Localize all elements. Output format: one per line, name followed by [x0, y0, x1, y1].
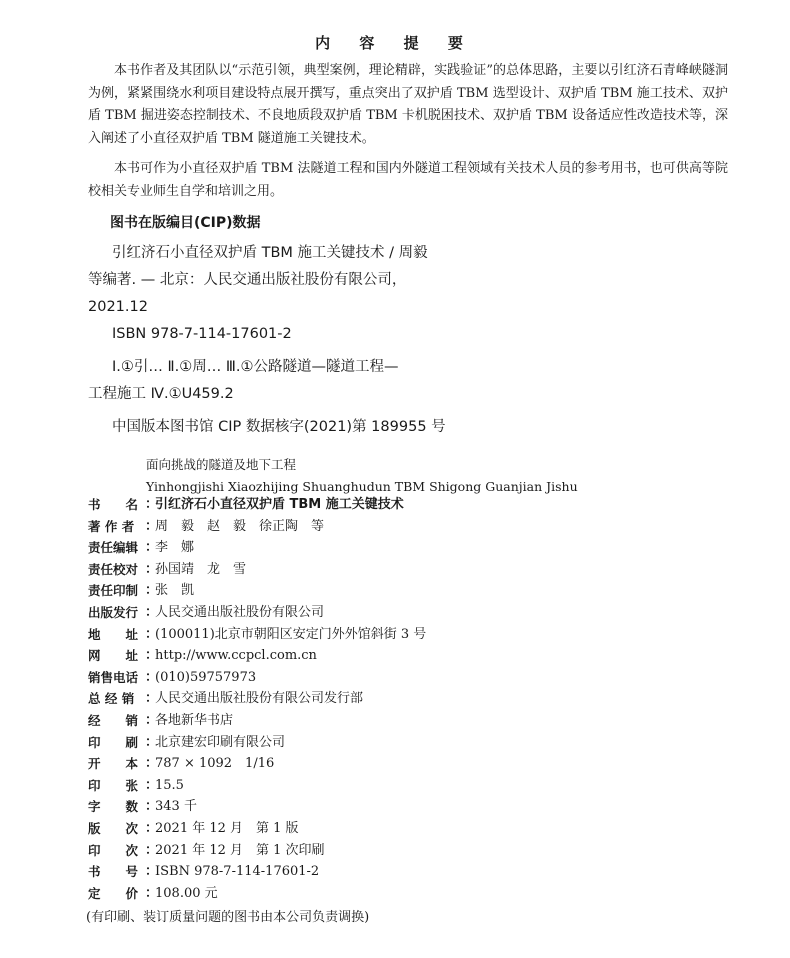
record-value: 周 毅 赵 毅 徐正陶 等 [155, 518, 325, 534]
record-value: 人民交通出版社股份有限公司 [155, 604, 325, 620]
abstract-heading: 内 容 提 要 [315, 34, 475, 52]
record-colon: ： [145, 540, 159, 556]
record-value: 787 × 1092 1/16 [155, 756, 275, 772]
record-label: 地 址 [88, 626, 139, 642]
cip-line: 引红济石小直径双护盾 TBM 施工关键技术 / 周毅 [112, 245, 428, 261]
record-colon: ： [145, 648, 159, 664]
record-colon: ： [145, 561, 159, 577]
record-row [88, 602, 728, 624]
record-label: 印 刷 [88, 734, 139, 750]
record-value: 2021 年 12 月 第 1 版 [155, 820, 299, 836]
cip-line: Ⅰ.①引… Ⅱ.①周… Ⅲ.①公路隧道—隧道工程— [112, 359, 399, 375]
series-pinyin: Yinhongjishi Xiaozhijing Shuanghudun TBM Shigong Guanjian Jishu [146, 479, 578, 494]
record-colon: ： [145, 756, 159, 772]
record-value: 各地新华书店 [155, 712, 234, 728]
record-label: 书 号 [88, 864, 139, 880]
cip-line: 中国版本图书馆 CIP 数据核字(2021)第 189955 号 [112, 419, 446, 435]
record-colon: ： [145, 669, 159, 685]
record-row [88, 645, 728, 667]
abstract-section [88, 60, 728, 211]
record-value: 人民交通出版社股份有限公司发行部 [155, 691, 364, 707]
record-colon: ： [145, 820, 159, 836]
series-block [146, 454, 578, 498]
record-label: 经 销 [88, 712, 139, 728]
record-row [88, 732, 728, 754]
quality-note: (有印刷、装订质量问题的图书由本公司负责调换) [86, 910, 370, 925]
abstract-paragraph: 本书可作为小直径双护盾 TBM 法隧道工程和国内外隧道工程领域有关技术人员的参考用书，也可供高等院校相关专业师生自学和培训之用。 [88, 161, 728, 199]
record-row [88, 537, 728, 559]
record-label: 书 名 [88, 497, 139, 512]
cip-block [88, 240, 608, 441]
record-row [88, 688, 728, 710]
record-label: 字 数 [88, 799, 139, 815]
record-label: 版 次 [88, 820, 139, 836]
abstract-paragraph: 本书作者及其团队以“示范引领，典型案例，理论精辟，实践验证”的总体思路，主要以引红济石青峰峡隧洞为例，紧紧围绕水利项目建设特点展开撰写，重点突出了双护盾 TBM 选型设计、双护盾 TBM 施工技术、双护盾 TBM 掘进姿态控制技术、不良地质段双护盾 TBM 卡机脱困技术、双护盾 TBM 设备适应性改造技术等，深入阐述了小直径双护盾 TBM 隧道施工关键技术。 [88, 63, 728, 146]
record-label: 印 次 [88, 842, 139, 858]
record-colon: ： [145, 777, 159, 793]
record-value: 343 千 [155, 799, 197, 815]
record-label: 责任印制 [88, 583, 139, 599]
record-colon: ： [145, 518, 159, 534]
series-name: 面向挑战的隧道及地下工程 [146, 457, 297, 472]
cip-line: 等编著. — 北京：人民交通出版社股份有限公司， [88, 272, 407, 288]
record-row [88, 559, 728, 581]
record-value: 15.5 [155, 777, 184, 793]
record-colon: ： [145, 691, 159, 707]
record-colon: ： [145, 842, 159, 858]
record-colon: ： [145, 497, 159, 512]
record-row [88, 840, 728, 862]
record-value: 孙国靖 龙 雪 [155, 561, 247, 577]
record-label: 著 作 者 [88, 518, 135, 534]
record-label: 总 经 销 [88, 691, 135, 707]
cip-line: 2021.12 [88, 299, 148, 315]
record-value: (100011)北京市朝阳区安定门外外馆斜街 3 号 [155, 626, 427, 642]
cip-line: ISBN 978-7-114-17601-2 [112, 326, 292, 342]
cip-title: 图书在版编目(CIP)数据 [110, 215, 261, 231]
record-row [88, 580, 728, 602]
record-value: ISBN 978-7-114-17601-2 [155, 864, 320, 880]
record-value: 引红济石小直径双护盾 TBM 施工关键技术 [155, 497, 404, 512]
record-label: 定 价 [88, 885, 139, 901]
record-value: 2021 年 12 月 第 1 次印刷 [155, 842, 325, 858]
publication-records [88, 494, 728, 904]
record-colon: ： [145, 604, 159, 620]
record-row [88, 494, 728, 516]
record-row [88, 861, 728, 883]
record-label: 开 本 [88, 756, 139, 772]
record-colon: ： [145, 864, 159, 880]
record-row [88, 667, 728, 689]
record-value: 李 娜 [155, 540, 195, 556]
record-colon: ： [145, 583, 159, 599]
record-label: 出版发行 [88, 604, 139, 620]
record-colon: ： [145, 626, 159, 642]
record-value: 张 凯 [155, 583, 195, 599]
record-row [88, 753, 728, 775]
cip-line: 工程施工 Ⅳ.①U459.2 [88, 386, 234, 402]
record-colon: ： [145, 799, 159, 815]
record-value: http://www.ccpcl.com.cn [155, 648, 317, 664]
record-row [88, 710, 728, 732]
record-value: (010)59757973 [155, 669, 257, 685]
record-colon: ： [145, 885, 159, 901]
record-row [88, 818, 728, 840]
record-label: 责任编辑 [88, 540, 139, 556]
record-label: 销售电话 [88, 669, 139, 685]
record-label: 印 张 [88, 777, 139, 793]
record-row [88, 624, 728, 646]
record-value: 北京建宏印刷有限公司 [155, 734, 286, 750]
record-label: 责任校对 [88, 561, 139, 577]
record-colon: ： [145, 712, 159, 728]
record-label: 网 址 [88, 648, 139, 664]
record-value: 108.00 元 [155, 885, 218, 901]
record-row [88, 796, 728, 818]
record-row [88, 883, 728, 905]
record-row [88, 775, 728, 797]
record-colon: ： [145, 734, 159, 750]
record-row [88, 516, 728, 538]
